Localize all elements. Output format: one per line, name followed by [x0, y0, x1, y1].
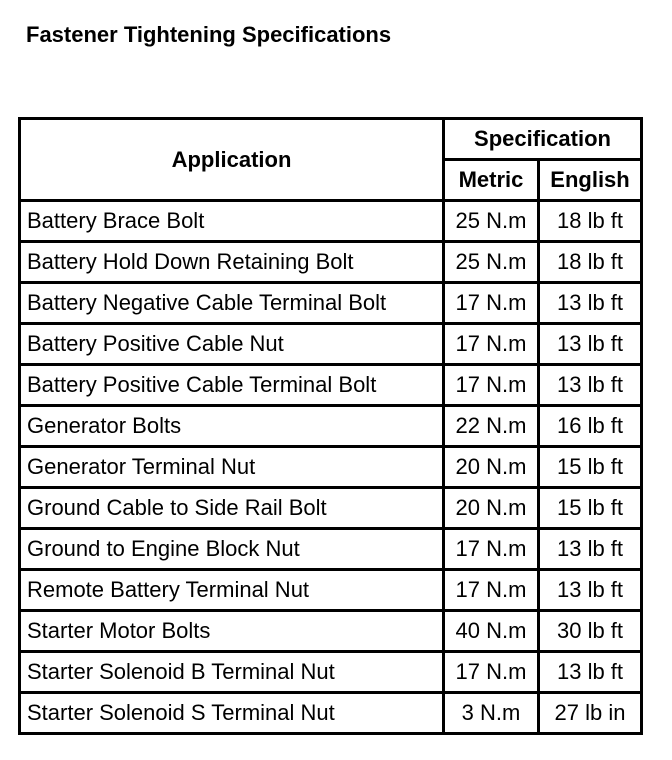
table-row: [20, 570, 642, 611]
cell-application: Generator Bolts: [20, 406, 444, 447]
cell-application: Battery Negative Cable Terminal Bolt: [20, 283, 444, 324]
table-row: [20, 611, 642, 652]
table-row: [20, 447, 642, 488]
cell-metric: 22 N.m: [444, 406, 539, 447]
header-application: Application: [20, 119, 444, 201]
cell-english: 18 lb ft: [539, 201, 642, 242]
cell-application: Starter Motor Bolts: [20, 611, 444, 652]
table-row: [20, 652, 642, 693]
cell-application: Ground Cable to Side Rail Bolt: [20, 488, 444, 529]
cell-application: Battery Hold Down Retaining Bolt: [20, 242, 444, 283]
cell-english: 13 lb ft: [539, 652, 642, 693]
cell-english: 13 lb ft: [539, 570, 642, 611]
header-metric: Metric: [444, 160, 539, 201]
cell-english: 27 lb in: [539, 693, 642, 734]
cell-english: 18 lb ft: [539, 242, 642, 283]
cell-application: Starter Solenoid B Terminal Nut: [20, 652, 444, 693]
fastener-spec-table: [18, 117, 643, 735]
cell-metric: 40 N.m: [444, 611, 539, 652]
cell-english: 16 lb ft: [539, 406, 642, 447]
cell-metric: 20 N.m: [444, 488, 539, 529]
table-row: [20, 242, 642, 283]
table-row: [20, 693, 642, 734]
cell-english: 13 lb ft: [539, 283, 642, 324]
header-english: English: [539, 160, 642, 201]
cell-metric: 17 N.m: [444, 652, 539, 693]
cell-application: Starter Solenoid S Terminal Nut: [20, 693, 444, 734]
table-row: [20, 365, 642, 406]
table-row: [20, 488, 642, 529]
cell-english: 15 lb ft: [539, 447, 642, 488]
cell-application: Remote Battery Terminal Nut: [20, 570, 444, 611]
page-title: Fastener Tightening Specifications: [26, 22, 392, 47]
table-row: [20, 324, 642, 365]
cell-metric: 17 N.m: [444, 283, 539, 324]
cell-english: 13 lb ft: [539, 365, 642, 406]
cell-metric: 3 N.m: [444, 693, 539, 734]
header-row-top: [20, 119, 642, 160]
table-body: [20, 201, 642, 734]
cell-metric: 25 N.m: [444, 201, 539, 242]
table-header: [20, 119, 642, 201]
cell-application: Battery Positive Cable Terminal Bolt: [20, 365, 444, 406]
table-row: [20, 529, 642, 570]
cell-metric: 20 N.m: [444, 447, 539, 488]
cell-english: 13 lb ft: [539, 529, 642, 570]
cell-metric: 17 N.m: [444, 529, 539, 570]
cell-english: 30 lb ft: [539, 611, 642, 652]
cell-metric: 17 N.m: [444, 365, 539, 406]
cell-application: Generator Terminal Nut: [20, 447, 444, 488]
header-specification: Specification: [444, 119, 642, 160]
table-row: [20, 283, 642, 324]
table-row: [20, 201, 642, 242]
table-row: [20, 406, 642, 447]
cell-metric: 17 N.m: [444, 324, 539, 365]
cell-application: Battery Positive Cable Nut: [20, 324, 444, 365]
cell-metric: 17 N.m: [444, 570, 539, 611]
cell-metric: 25 N.m: [444, 242, 539, 283]
cell-english: 13 lb ft: [539, 324, 642, 365]
cell-application: Battery Brace Bolt: [20, 201, 444, 242]
cell-application: Ground to Engine Block Nut: [20, 529, 444, 570]
cell-english: 15 lb ft: [539, 488, 642, 529]
